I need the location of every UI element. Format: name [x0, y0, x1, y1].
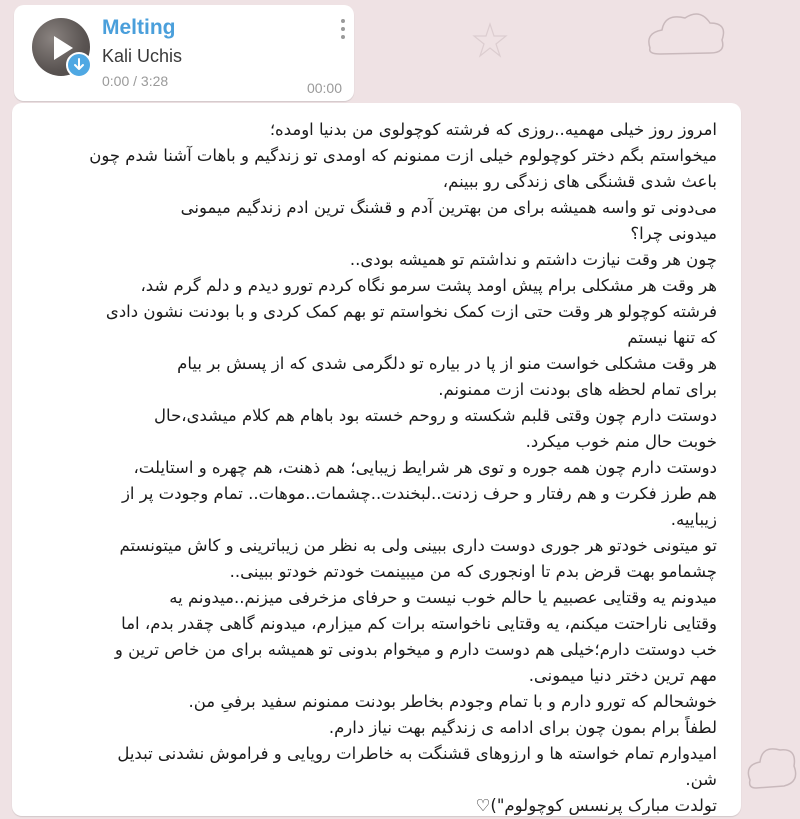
message-line: هم طرز فکرت و هم رفتار و حرف زدنت..لبخندت..چشمات..موهات.. تمام وجودت پر از [121, 484, 717, 503]
message-line: تو میتونی خودتو هر جوری دوست داری ببینی ولی به نظر من زیباترینی و کاش میتونستم [119, 536, 717, 555]
message-line: خب دوستت دارم؛خیلی هم دوست دارم و میخوام بدونی تو همیشه برای من خاص ترین و [114, 640, 717, 659]
background-doodle-cloud-right [640, 8, 730, 63]
text-message-bubble [12, 103, 741, 816]
more-dot [341, 35, 345, 39]
message-line: چشمامو بهت قرض بدم تا اونجوری که من میبینمت خودتم خودتو ببینی.. [229, 562, 717, 581]
message-line: شن. [685, 770, 717, 789]
track-progress: 0:00 / 3:28 [102, 73, 169, 89]
message-line: میدونم یه وقتایی عصبیم یا حالم خوب نیست و حرفای مزخرفی میزنم..میدونم یه [169, 588, 717, 607]
more-dot [341, 27, 345, 31]
message-line: دوستت دارم چون همه جوره و توی هر شرایط زیبایی؛ هم ذهنت، هم چهره و استایلت، [133, 458, 717, 477]
message-line: هر وقت مشکلی خواست منو از پا در بیاره تو دلگرمی شدی که از پسش بر بیام [177, 354, 717, 373]
download-icon [72, 58, 86, 72]
message-line: خوبت حال منم خوب میکرد. [525, 432, 717, 451]
message-body [38, 117, 717, 819]
message-line: دوستت دارم چون وقتی قلبم شکسته و روحم خسته بود باهام هم کلام میشدی،حال [154, 406, 717, 425]
message-line: برای تمام لحظه های بودنت ازت ممنونم. [438, 380, 717, 399]
more-options-button[interactable] [336, 19, 350, 45]
message-line: می‌دونی تو واسه همیشه برای من بهترین آدم و قشنگ ترین ادم زندگیم میمونی [180, 198, 717, 217]
message-line: وقتایی ناراحتت میکنم، یه وقتایی ناخواسته برات کم میزارم، میدونم گاهی چقدر بدم، اما [121, 614, 717, 633]
message-line: هر وقت هر مشکلی برام پیش اومد پشت سرمو نگاه کردم تورو دیدم و دلم گرم شد، [140, 276, 717, 295]
message-timestamp: 00:00 [306, 80, 342, 96]
message-line: میخواستم بگم دختر کوچولوم خیلی ازت ممنونم که اومدی تو زندگیم و باهات آشنا شدم چون [89, 146, 717, 165]
message-line: امروز روز خیلی مهمیه..روزی که فرشته کوچولوی من بدنیا اومده؛ [269, 120, 717, 139]
message-line: لطفاً برام بمون چون برای ادامه ی زندگیم بهت نیاز دارم. [328, 718, 717, 737]
message-line: فرشته کوچولو هر وقت حتی ازت کمک نخواستم تو بهم کمک کردی و با بودنت نشون دادی [105, 302, 717, 321]
message-line: مهم ترین دختر دنیا میمونی. [528, 666, 717, 685]
message-line: میدونی چرا؟ [630, 224, 717, 243]
background-doodle-star-top [470, 20, 510, 60]
background-doodle-cloud-bottom [742, 730, 800, 800]
audio-message-bubble [14, 5, 354, 101]
message-line: تولدت مبارک پرنسس کوچولوم")♡ [475, 796, 717, 815]
message-line: که تنها نیستم [627, 328, 717, 347]
message-line: زیباییه. [670, 510, 717, 529]
message-line: امیدوارم تمام خواسته ها و ارزوهای قشنگت به خاطرات رویایی و فراموش نشدنی تبدیل [117, 744, 717, 763]
message-line: چون هر وقت نیازت داشتم و نداشتم تو همیشه بودی.. [349, 250, 717, 269]
message-line: باعث شدی قشنگی های زندگی رو ببینم، [442, 172, 717, 191]
track-artist: Kali Uchis [102, 46, 183, 66]
more-vertical-icon [341, 19, 345, 23]
track-title: Melting [102, 16, 176, 39]
message-line: خوشحالم که تورو دارم و با تمام وجودم بخاطر بودنت ممنونم سفید برفیِ من. [188, 692, 717, 711]
download-button[interactable] [66, 52, 92, 78]
